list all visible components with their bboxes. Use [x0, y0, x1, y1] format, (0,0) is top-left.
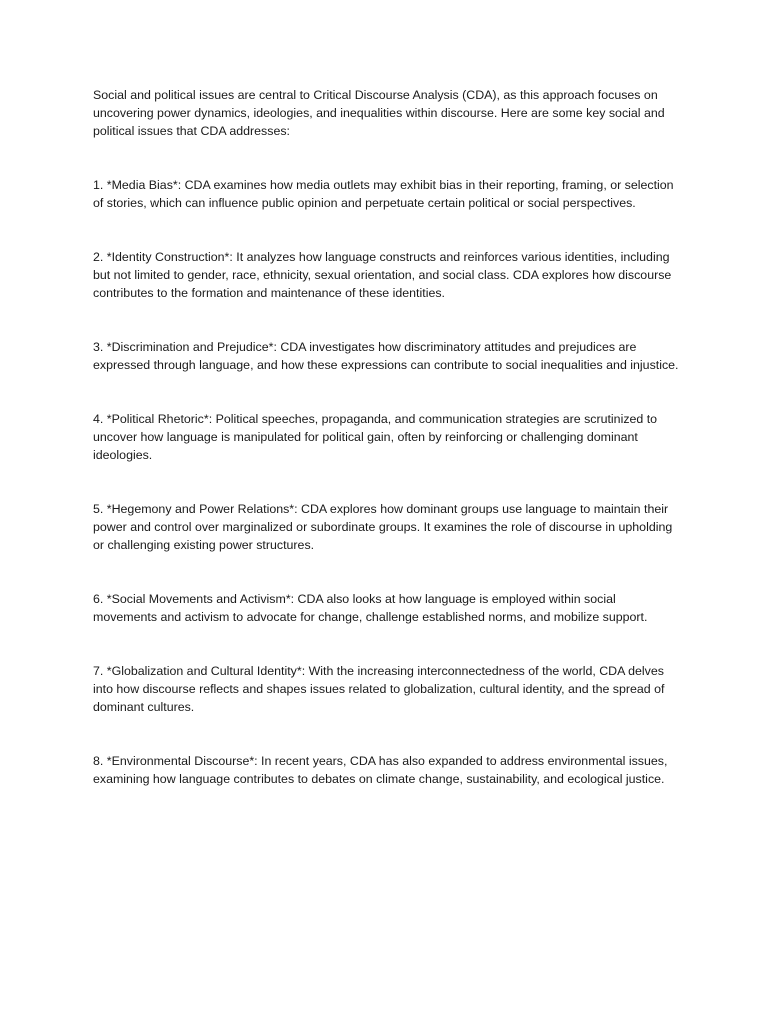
issue-discrimination-prejudice: 3. *Discrimination and Prejudice*: CDA investigates how discriminatory attitudes and prejudices are expressed through language, and how these expressions can contribute to social inequalities and injustice.: [93, 340, 679, 372]
issue-globalization-identity: 7. *Globalization and Cultural Identity*: With the increasing interconnectedness of the world, CDA delves into how discourse reflects and shapes issues related to globalization, cultural identity, and the spread of dominant cultures.: [93, 664, 665, 714]
issue-political-rhetoric: 4. *Political Rhetoric*: Political speeches, propaganda, and communication strategies are scrutinized to uncover how language is manipulated for political gain, often by reinforcing or challenging dominant ideologies.: [93, 412, 658, 462]
issue-media-bias: 1. *Media Bias*: CDA examines how media outlets may exhibit bias in their reporting, framing, or selection of stories, which can influence public opinion and perpetuate certain political or social perspectives.: [93, 178, 674, 210]
issue-environmental-discourse: 8. *Environmental Discourse*: In recent years, CDA has also expanded to address environmental issues, examining how language contributes to debates on climate change, sustainability, and ecological justice.: [93, 754, 668, 786]
issue-social-movements: 6. *Social Movements and Activism*: CDA also looks at how language is employed within social movements and activism to advocate for change, challenge established norms, and mobilize support.: [93, 592, 648, 624]
issue-list: [93, 176, 679, 788]
issue-identity-construction: 2. *Identity Construction*: It analyzes how language constructs and reinforces various identities, including but not limited to gender, race, ethnicity, sexual orientation, and social class. CDA explores how discourse contributes to the formation and maintenance of these identities.: [93, 250, 672, 300]
document-body: [93, 86, 679, 788]
intro-paragraph: Social and political issues are central to Critical Discourse Analysis (CDA), as this approach focuses on uncovering power dynamics, ideologies, and inequalities within discourse. Here are some key social and political issues that CDA addresses:: [93, 88, 665, 138]
issue-hegemony-power: 5. *Hegemony and Power Relations*: CDA explores how dominant groups use language to maintain their power and control over marginalized or subordinate groups. It examines the role of discourse in upholding or challenging existing power structures.: [93, 502, 673, 552]
